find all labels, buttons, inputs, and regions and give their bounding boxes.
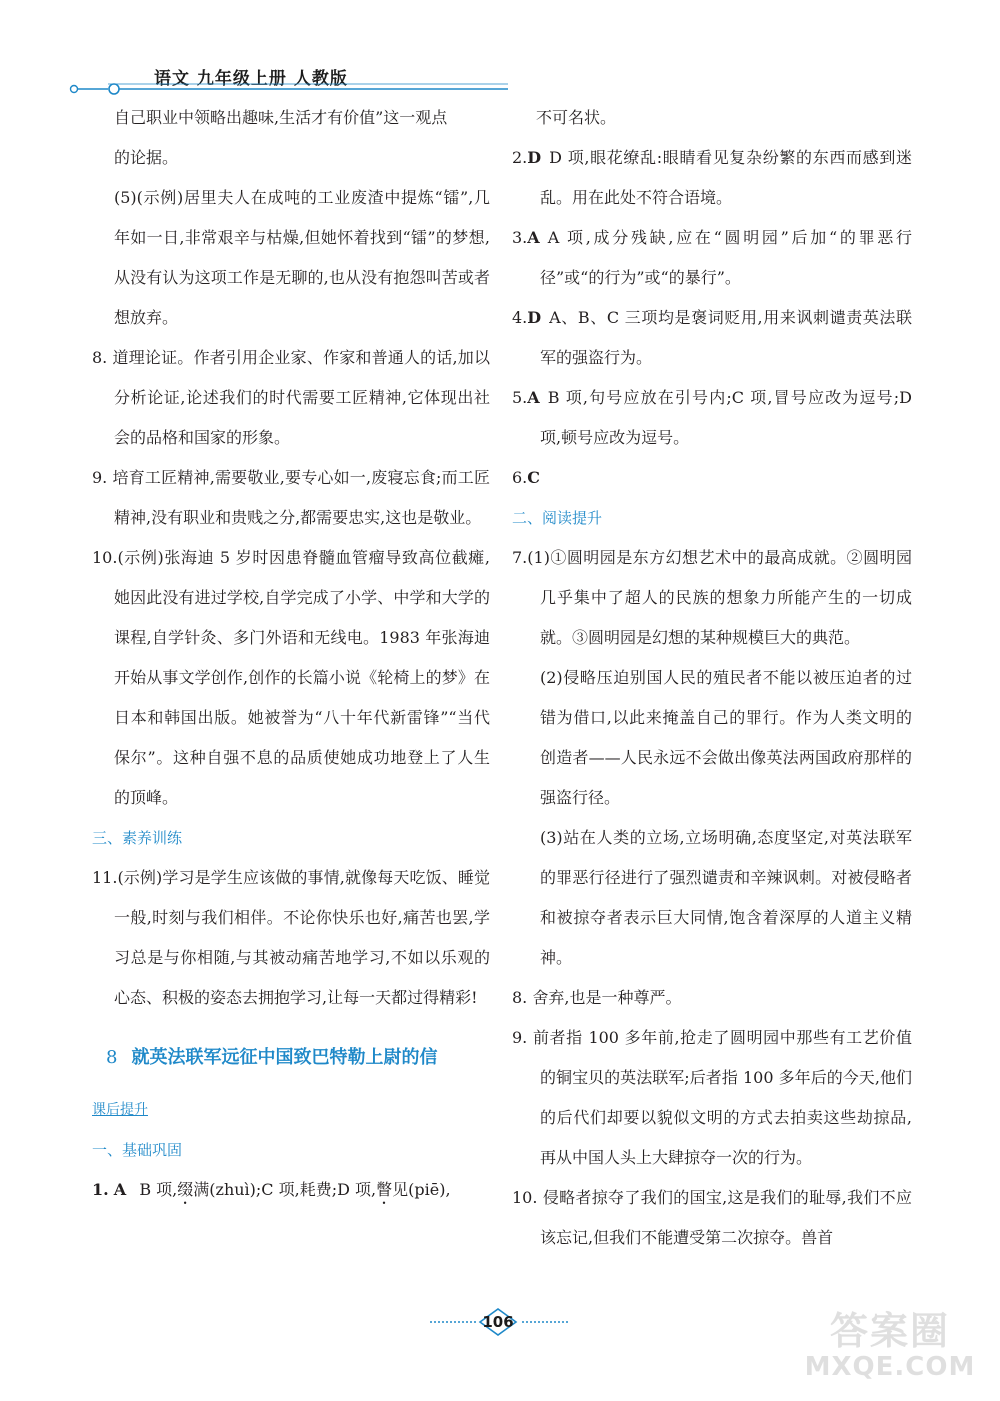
answer-9: 9. 前者指 100 多年前,抢走了圆明园中那些有工艺价值的铜宝贝的英法联军;后者指 100 多年后的今天,他们的后代们却要以貌似文明的方式去拍卖这些劫掠品,再从中国人头上大肆掠夺一次的行为。 <box>512 1028 912 1167</box>
page-footer <box>430 1306 570 1340</box>
answer-4 <box>512 298 912 378</box>
answer-8: 8. 道理论证。作者引用企业家、作家和普通人的话,加以分析论证,论述我们的时代需要工匠精神,它体现出社会的品格和国家的形象。 <box>92 348 490 447</box>
answer-text: 的论据。 <box>114 148 179 167</box>
q-choice: A <box>527 388 540 407</box>
answer-11: 11.(示例)学习是学生应该做的事情,就像每天吃饭、睡觉一般,时刻与我们相伴。不论你快乐也好,痛苦也罢,学习总是与你相随,与其被动痛苦地学习,不如以乐观的心态、积极的姿态去拥抱学习,让每一天都过得精彩! <box>92 868 490 1007</box>
q-choice: A <box>113 1180 127 1199</box>
answer-9: 9. 培育工匠精神,需要敬业,要专心如一,废寝忘食;而工匠精神,没有职业和贵贱之分,都需要忠实,这也是敬业。 <box>92 468 490 527</box>
answer-5 <box>512 378 912 458</box>
answer-text: B 项, <box>139 1180 178 1199</box>
lesson-title <box>106 1038 490 1078</box>
answer-text: 自己职业中领略出趣味,生活才有价值”这一观点 <box>114 108 448 127</box>
lesson-title-text: 就英法联军远征中国致巴特勒上尉的信 <box>131 1047 438 1068</box>
section-heading-2: 二、阅读提升 <box>512 509 603 527</box>
answer-7-3: (3)站在人类的立场,立场明确,态度坚定,对英法联军的罪恶行径进行了强烈谴责和辛辣讽刺。对被侵略者和被掠夺者表示巨大同情,饱含着深厚的人道主义精神。 <box>540 828 912 967</box>
answer-text: 见(piē), <box>392 1180 451 1199</box>
answer-7-2: (2)侵略压迫别国人民的殖民者不能以被压迫者的过错为借口,以此来掩盖自己的罪行。作为人类文明的创造者——人民永远不会做出像英法两国政府那样的强盗行径。 <box>540 668 912 807</box>
page-number: 106 <box>482 1313 514 1331</box>
right-column <box>512 98 912 1258</box>
answer-text: 不可名状。 <box>536 108 617 127</box>
answer-text: D 项,眼花缭乱:眼睛看见复杂纷繁的东西而感到迷乱。用在此处不符合语境。 <box>540 148 912 207</box>
q-number: 1. <box>92 1180 109 1199</box>
q-number: 3. <box>512 228 528 247</box>
q-number: 2. <box>512 148 528 167</box>
q-choice: A <box>527 228 540 247</box>
lesson-number: 8 <box>106 1047 118 1068</box>
section-heading-3: 三、素养训练 <box>92 829 183 847</box>
answer-2 <box>512 138 912 218</box>
q-number: 4. <box>512 308 528 327</box>
emphasized-char: 缀 <box>177 1180 194 1199</box>
answer-7-1: 7.(1)①圆明园是东方幻想艺术中的最高成就。②圆明园几乎集中了超人的民族的想象力所能产生的一切成就。③圆明园是幻想的某种规模巨大的典范。 <box>512 548 912 647</box>
q-choice: D <box>527 148 542 167</box>
page-header <box>68 62 508 102</box>
answer-text: 满(zhuì);C 项,耗费;D 项, <box>193 1180 377 1199</box>
book-title: 语文 九年级上册 人教版 <box>154 69 348 89</box>
left-column <box>92 98 490 1210</box>
emphasized-char: 瞥 <box>376 1180 393 1199</box>
answer-3 <box>512 218 912 298</box>
answer-7-5: (5)(示例)居里夫人在成吨的工业废渣中提炼“镭”,几年如一日,非常艰辛与枯燥,但她怀着找到“镭”的梦想,从没有认为这项工作是无聊的,也从没有抱怨叫苦或者想放弃。 <box>114 188 490 327</box>
section-heading-1: 一、基础巩固 <box>92 1141 183 1159</box>
watermark-text: 答案圈 <box>829 1309 950 1353</box>
answer-8: 8. 舍弃,也是一种尊严。 <box>512 988 682 1007</box>
answer-text: A、B、C 三项均是褒词贬用,用来讽刺谴责英法联军的强盗行为。 <box>540 308 912 367</box>
watermark-logo <box>800 1310 980 1390</box>
answer-text: B 项,句号应放在引号内;C 项,冒号应改为逗号;D 项,顿号应改为逗号。 <box>540 388 912 447</box>
q-number: 6. <box>512 468 528 487</box>
q-choice: D <box>527 308 542 327</box>
answer-1 <box>92 1170 490 1210</box>
answer-10: 10. 侵略者掠夺了我们的国宝,这是我们的耻辱,我们不应该忘记,但我们不能遭受第二次掠夺。兽首 <box>512 1188 912 1247</box>
header-rule <box>68 82 508 96</box>
answer-10: 10.(示例)张海迪 5 岁时因患脊髓血管瘤导致高位截瘫,她因此没有进过学校,自学完成了小学、中学和大学的课程,自学针灸、多门外语和无线电。1983 年张海迪开始从事文学创作,创作的长篇小说《轮椅上的梦》在日本和韩国出版。她被誉为“八十年代新雷锋”“当代保尔”。这种自强不息的品质使她成功地登上了人生的顶峰。 <box>92 548 490 807</box>
q-number: 5. <box>512 388 528 407</box>
watermark-domain: MXQE.COM <box>804 1352 976 1382</box>
after-class-label: 课后提升 <box>92 1102 148 1118</box>
answer-6 <box>512 458 912 498</box>
answer-text: A 项,成分残缺,应在“圆明园”后加“的罪恶行径”或“的行为”或“的暴行”。 <box>540 228 912 287</box>
q-choice: C <box>527 468 540 487</box>
